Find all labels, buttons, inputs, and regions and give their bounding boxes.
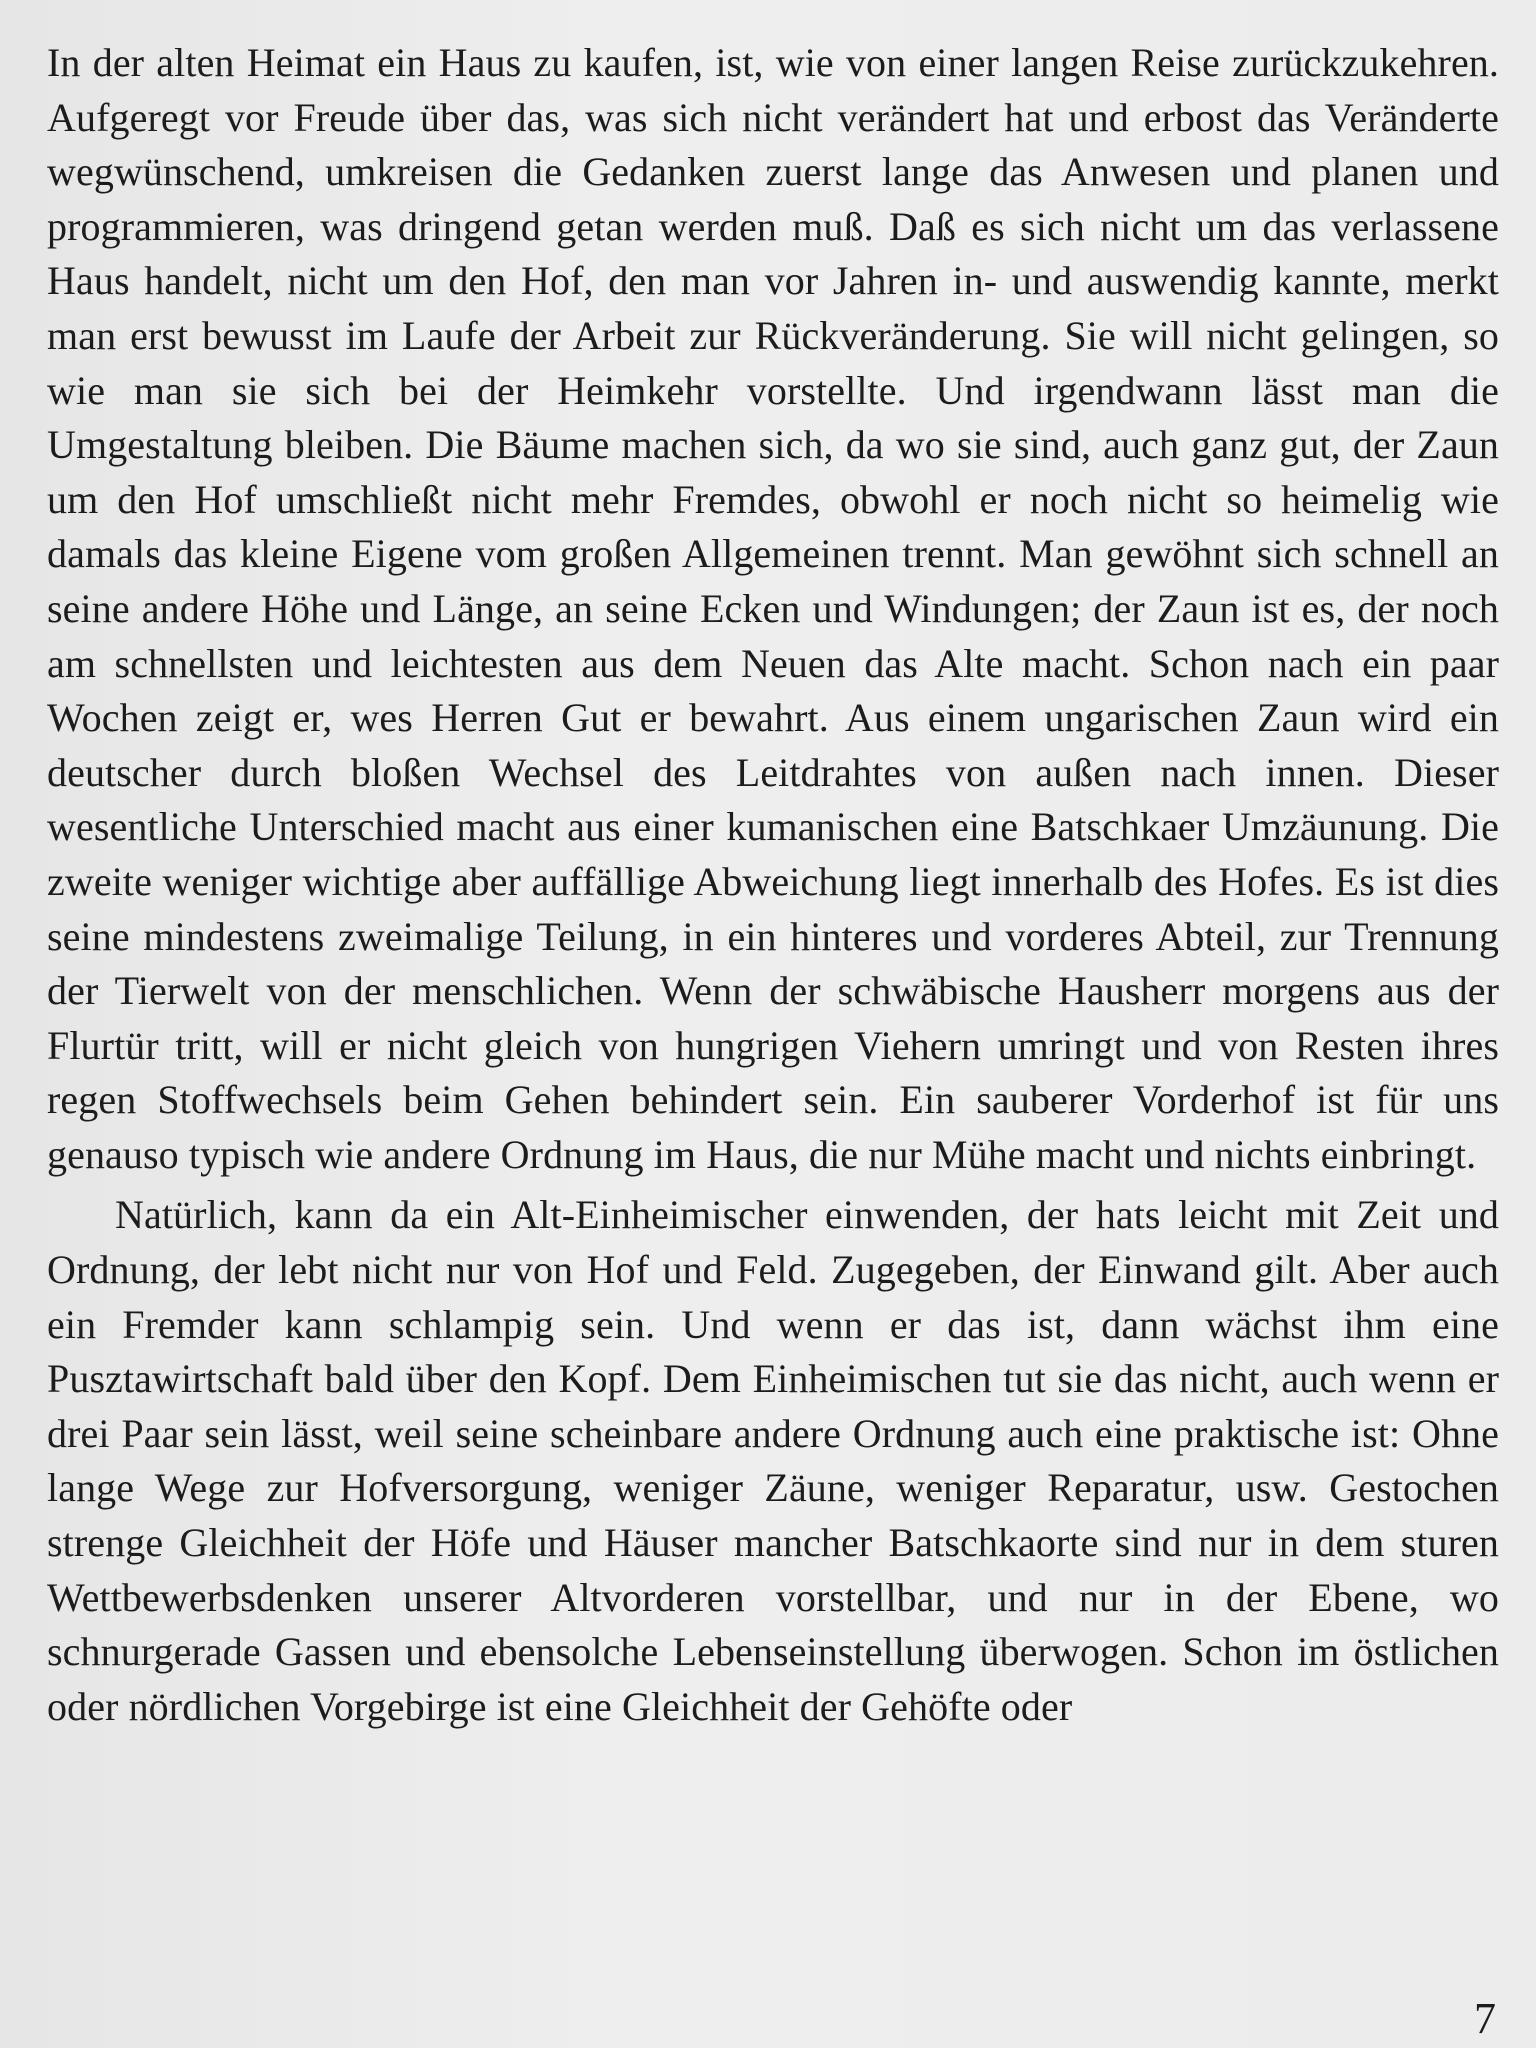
page-number: 7 (1474, 1994, 1496, 2043)
body-text (47, 36, 1499, 1734)
paragraph-1: In der alten Heimat ein Haus zu kaufen, ist, wie von einer langen Reise zurückzukehren. Aufgeregt vor Freude über das, was sich nicht verändert hat und erbost das Veränderte wegwünschend, umkreisen die Gedanken zuerst lange das Anwesen und planen und programmieren, was dringend getan werden muß. Daß es sich nicht um das verlassene Haus handelt, nicht um den Hof, den man vor Jahren in- und auswendig kannte, merkt man erst bewusst im Laufe der Arbeit zur Rückveränderung. Sie will nicht gelingen, so wie man sie sich bei der Heimkehr vorstellte. Und irgendwann lässt man die Umgestaltung bleiben. Die Bäume machen sich, da wo sie sind, auch ganz gut, der Zaun um den Hof umschließt nicht mehr Fremdes, obwohl er noch nicht so heimelig wie damals das kleine Eigene vom großen Allgemeinen trennt. Man gewöhnt sich schnell an seine andere Höhe und Länge, an seine Ecken und Windungen; der Zaun ist es, der noch am schnellsten und leichtesten aus dem Neuen das Alte macht. Schon nach ein paar Wochen zeigt er, wes Herren Gut er bewahrt. Aus einem ungarischen Zaun wird ein deutscher durch bloßen Wechsel des Leitdrahtes von außen nach innen. Dieser wesentliche Unterschied macht aus einer kumanischen eine Batschkaer Umzäunung. Die zweite weniger wichtige aber auffällige Abweichung liegt innerhalb des Hofes. Es ist dies seine mindestens zweimalige Teilung, in ein hinteres und vorderes Abteil, zur Trennung der Tierwelt von der menschlichen. Wenn der schwäbische Hausherr morgens aus der Flurtür tritt, will er nicht gleich von hungrigen Viehern umringt und von Resten ihres regen Stoffwechsels beim Gehen behindert sein. Ein sauberer Vorderhof ist für uns genauso typisch wie andere Ordnung im Haus, die nur Mühe macht und nichts einbringt. (47, 40, 1499, 1177)
paragraph-2: Natürlich, kann da ein Alt-Einheimischer einwenden, der hats leicht mit Zeit und Ordnung, der lebt nicht nur von Hof und Feld. Zugegeben, der Einwand gilt. Aber auch ein Fremder kann schlampig sein. Und wenn er das ist, dann wächst ihm eine Pusztawirtschaft bald über den Kopf. Dem Einheimischen tut sie das nicht, auch wenn er drei Paar sein lässt, weil seine scheinbare andere Ordnung auch eine praktische ist: Ohne lange Wege zur Hofversorgung, weniger Zäune, weniger Reparatur, usw. Gestochen strenge Gleichheit der Höfe und Häuser mancher Batschkaorte sind nur in dem sturen Wettbewerbsdenken unserer Altvorderen vorstellbar, und nur in der Ebene, wo schnurgerade Gassen und ebensolche Lebenseinstellung überwogen. Schon im östlichen oder nördlichen Vorgebirge ist eine Gleichheit der Gehöfte oder (47, 1192, 1499, 1729)
